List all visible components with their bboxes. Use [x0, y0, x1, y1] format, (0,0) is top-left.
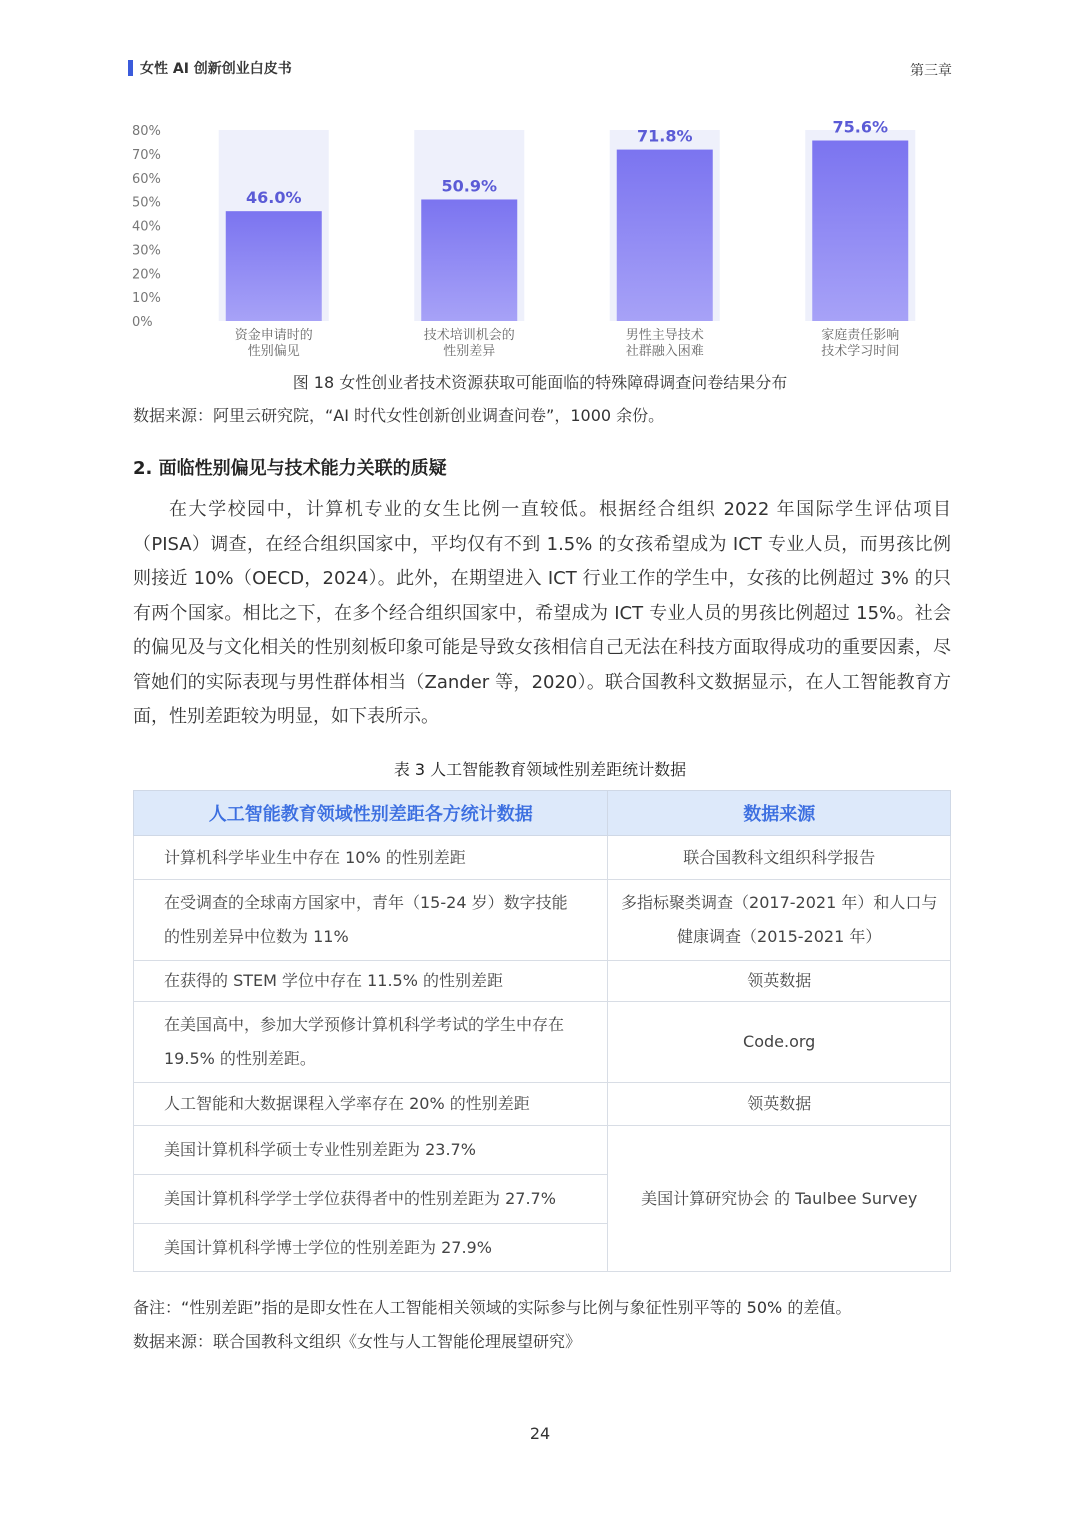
document-title: 女性 AI 创新创业白皮书 — [140, 61, 292, 77]
chapter-label: 第三章 — [910, 63, 952, 79]
table-header-row — [134, 791, 951, 836]
table-row — [134, 836, 951, 880]
y-tick-label: 60% — [132, 171, 161, 187]
table-caption: 表 3 人工智能教育领域性别差距统计数据 — [393, 760, 687, 779]
bar-value-label: 75.6% — [832, 117, 889, 137]
bar — [421, 199, 517, 321]
y-tick-label: 30% — [132, 243, 161, 259]
bar — [617, 150, 713, 321]
stat-cell: 在获得的 STEM 学位中存在 11.5% 的性别差距 — [134, 961, 608, 1002]
table-row — [134, 1002, 951, 1083]
y-tick-label: 50% — [132, 195, 161, 211]
y-tick-label: 80% — [132, 124, 161, 139]
stat-cell: 美国计算机科学博士学位的性别差距为 27.9% — [134, 1224, 608, 1272]
page-number: 24 — [529, 1424, 551, 1443]
stat-cell: 美国计算机科学学士学位获得者中的性别差距为 27.7% — [134, 1175, 608, 1224]
y-tick-label: 70% — [132, 147, 161, 163]
y-tick-label: 40% — [132, 219, 161, 235]
stat-cell: 在美国高中，参加大学预修计算机科学考试的学生中存在 19.5% 的性别差距。 — [134, 1002, 608, 1083]
x-tick-label: 社群融入困难 — [625, 344, 704, 359]
column-header-stat: 人工智能教育领域性别差距各方统计数据 — [134, 791, 608, 836]
source-cell: 领英数据 — [608, 961, 951, 1002]
x-tick-label: 技术学习时间 — [821, 344, 900, 359]
source-cell: 联合国教科文组织科学报告 — [608, 836, 951, 880]
source-cell: 美国计算研究协会 的 Taulbee Survey — [608, 1126, 951, 1272]
y-tick-label: 10% — [132, 291, 161, 307]
section-heading: 2. 面临性别偏见与技术能力关联的质疑 — [133, 458, 447, 479]
x-tick-label: 资金申请时的 — [234, 328, 313, 343]
bar — [226, 211, 322, 321]
body-paragraph: 在大学校园中，计算机专业的女生比例一直较低。根据经合组织 2022 年国际学生评估项目（PISA）调查，在经合组织国家中，平均仅有不到 1.5% 的女孩希望成为 ICT 专业人员，而男孩比例则接近 10%（OECD，2024）。此外，在期望进入 ICT 行业工作的学生中，女孩的比例超过 3% 的只有两个国家。相比之下，在多个经合组织国家中，希望成为 ICT 专业人员的男孩比例超过 15%。社会的偏见及与文化相关的性别刻板印象可能是导致女孩相信自己无法在科技方面取得成功的重要因素，尽管她们的实际表现与男性群体相当（Zander 等，2020）。联合国教科文数据显示，在人工智能教育方面，性别差距较为明显，如下表所示。 — [133, 499, 951, 727]
stat-cell: 计算机科学毕业生中存在 10% 的性别差距 — [134, 836, 608, 880]
figure-source: 数据来源：阿里云研究院，“AI 时代女性创新创业调查问卷”，1000 余份。 — [133, 406, 665, 425]
table-note: 备注：“性别差距”指的是即女性在人工智能相关领域的实际参与比例与象征性别平等的 50% 的差值。 — [133, 1298, 852, 1317]
figure-caption: 图 18 女性创业者技术资源获取可能面临的特殊障碍调查问卷结果分布 — [292, 373, 788, 392]
x-tick-label: 性别偏见 — [247, 344, 300, 359]
bar-value-label: 46.0% — [245, 188, 302, 208]
y-tick-label: 20% — [132, 267, 161, 283]
x-tick-label: 男性主导技术 — [625, 328, 704, 343]
header-accent-bar — [128, 60, 133, 76]
gender-gap-table — [133, 790, 951, 1272]
table-row — [134, 1126, 951, 1175]
table-source: 数据来源：联合国教科文组织《女性与人工智能伦理展望研究》 — [133, 1332, 582, 1351]
stat-cell: 美国计算机科学硕士专业性别差距为 23.7% — [134, 1126, 608, 1175]
x-tick-label: 性别差异 — [443, 344, 496, 359]
stat-cell: 在受调查的全球南方国家中，青年（15-24 岁）数字技能的性别差异中位数为 11% — [134, 880, 608, 961]
source-cell: 领英数据 — [608, 1083, 951, 1126]
table-row — [134, 1083, 951, 1126]
column-header-source: 数据来源 — [608, 791, 951, 836]
source-cell: 多指标聚类调查（2017-2021 年）和人口与健康调查（2015-2021 年） — [608, 880, 951, 961]
x-tick-label: 家庭责任影响 — [821, 328, 900, 343]
table-row — [134, 961, 951, 1002]
bar-chart — [128, 110, 958, 370]
stat-cell: 人工智能和大数据课程入学率存在 20% 的性别差距 — [134, 1083, 608, 1126]
x-tick-label: 技术培训机会的 — [423, 328, 515, 343]
y-tick-label: 0% — [132, 315, 153, 330]
bar-value-label: 71.8% — [636, 126, 693, 146]
source-cell: Code.org — [608, 1002, 951, 1083]
bar-value-label: 50.9% — [441, 176, 498, 196]
bar — [812, 141, 908, 321]
table-row — [134, 880, 951, 961]
